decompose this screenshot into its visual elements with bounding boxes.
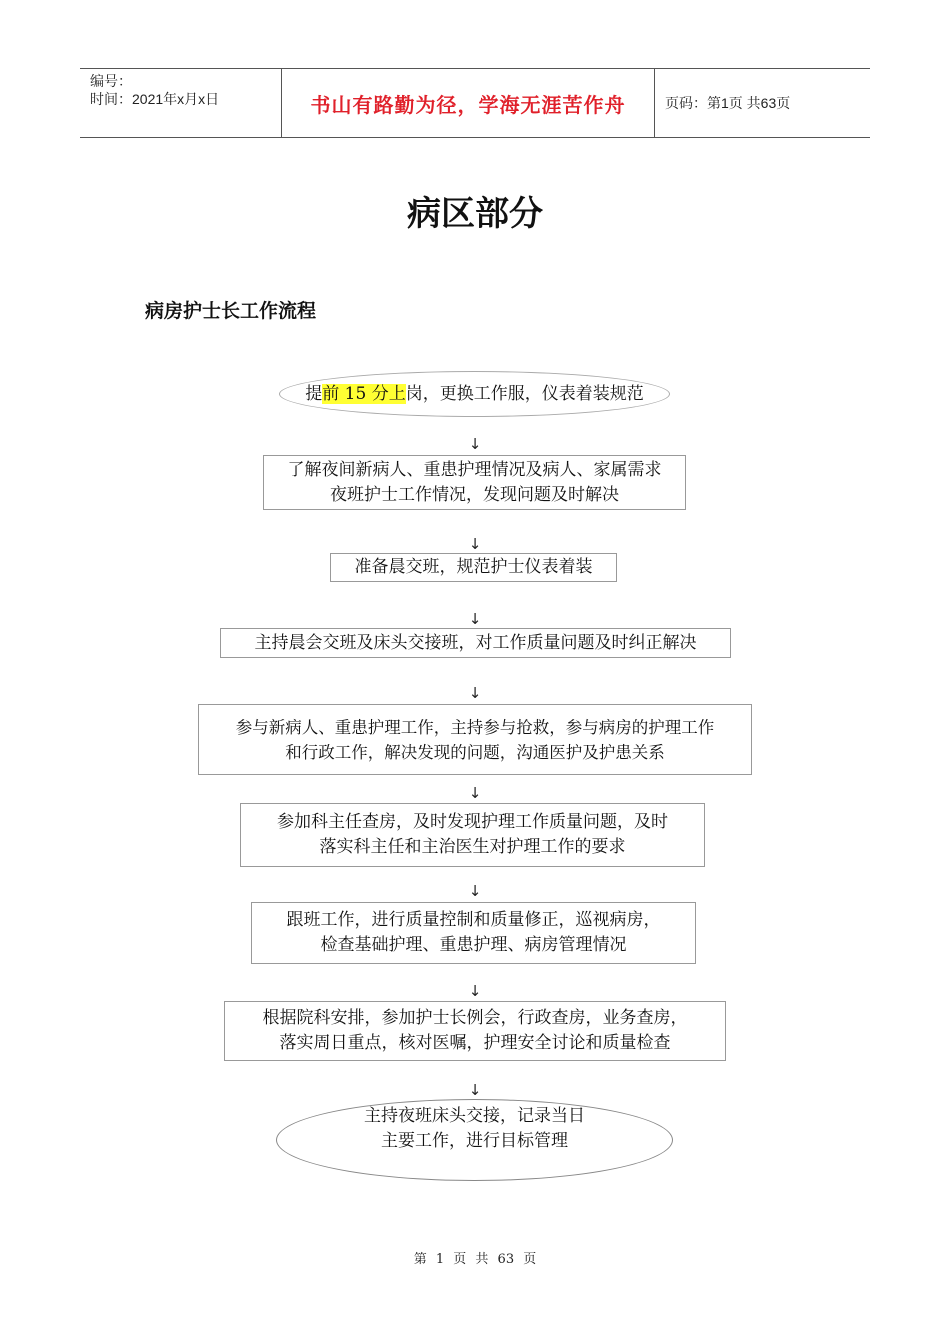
flow-arrow: ↓ xyxy=(468,535,482,553)
flow-arrow: ↓ xyxy=(468,610,482,628)
page-title: 病区部分 xyxy=(407,194,543,234)
step-5-line-2: 和行政工作，解决发现的问题，沟通医护及护患关系 xyxy=(285,742,665,762)
step-9-line-2: 主要工作，进行目标管理 xyxy=(381,1131,568,1151)
flow-arrow: ↓ xyxy=(468,882,482,900)
page-footer: 第 1 页 共 63 页 xyxy=(413,1252,537,1267)
flow-step-2 xyxy=(263,455,686,510)
header-motto: 书山有路勤为径，学海无涯苦作舟 xyxy=(310,92,626,117)
flow-arrow: ↓ xyxy=(468,435,482,453)
step-3-line-1: 准备晨交班，规范护士仪表着装 xyxy=(354,557,593,577)
flow-step-9 xyxy=(276,1099,673,1181)
step-7-line-2: 检查基础护理、重患护理、病房管理情况 xyxy=(320,935,627,955)
flow-arrow: ↓ xyxy=(468,1081,482,1099)
step-1-pre: 提 xyxy=(305,383,323,404)
flow-step-1 xyxy=(279,371,670,417)
step-8-line-1: 根据院科安排，参加护士长例会，行政查房，业务查房， xyxy=(262,1008,688,1028)
step-5-line-1: 参与新病人、重患护理工作，主持参与抢救，参与病房的护理工作 xyxy=(235,717,715,737)
header-motto-cell xyxy=(281,69,655,137)
flow-step-3 xyxy=(330,553,617,582)
flow-step-7 xyxy=(251,902,696,964)
step-1-post: 岗，更换工作服，仪表着装规范 xyxy=(405,383,644,404)
step-4-line-1: 主持晨会交班及床头交接班，对工作质量问题及时纠正解决 xyxy=(254,632,697,653)
header-date: 时间：2021年x月x日 xyxy=(90,91,220,107)
header-page-info: 页码：第1页 共63页 xyxy=(665,95,791,111)
flow-step-8 xyxy=(224,1001,726,1061)
step-7-line-1: 跟班工作，进行质量控制和质量修正，巡视病房， xyxy=(286,910,661,930)
flow-arrow: ↓ xyxy=(468,684,482,702)
step-6-line-2: 落实科主任和主治医生对护理工作的要求 xyxy=(319,837,626,857)
flow-arrow: ↓ xyxy=(468,982,482,1000)
step-2-line-1: 了解夜间新病人、重患护理情况及病人、家属需求 xyxy=(287,459,662,480)
step-8-line-2: 落实周日重点，核对医嘱，护理安全讨论和质量检查 xyxy=(279,1033,671,1053)
flow-step-4 xyxy=(220,628,731,658)
step-6-line-1: 参加科主任查房，及时发现护理工作质量问题，及时 xyxy=(277,812,668,832)
flow-step-5 xyxy=(198,704,752,775)
flow-arrow: ↓ xyxy=(468,784,482,802)
step-2-line-2: 夜班护士工作情况，发现问题及时解决 xyxy=(330,484,619,505)
step-9-line-1: 主持夜班床头交接，记录当日 xyxy=(364,1106,585,1126)
flow-step-6 xyxy=(240,803,705,867)
page-header xyxy=(80,68,870,138)
header-meta xyxy=(80,69,281,137)
header-number: 编号： xyxy=(90,73,132,89)
step-1-highlight: 前 15 分上 xyxy=(322,383,406,404)
section-subtitle: 病房护士长工作流程 xyxy=(145,300,317,322)
